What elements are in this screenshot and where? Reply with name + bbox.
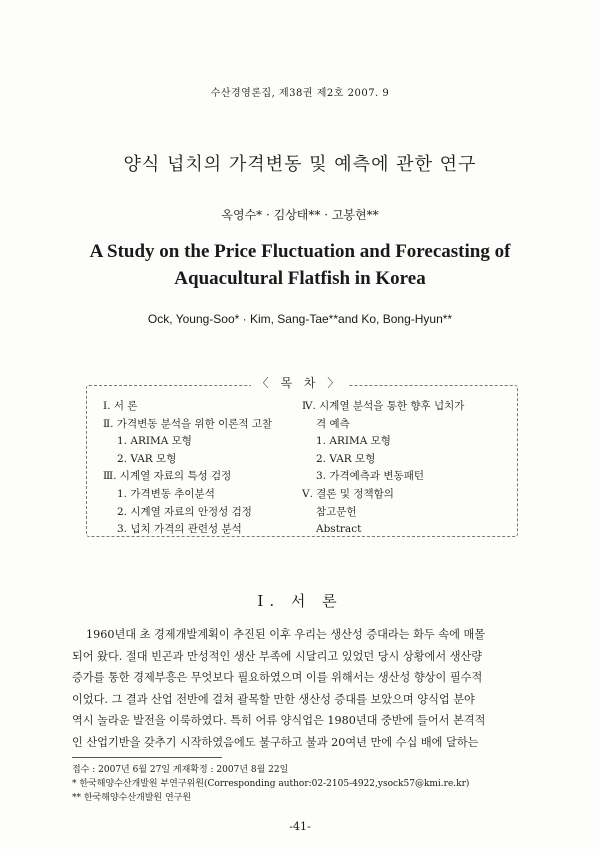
english-title <box>0 238 600 292</box>
toc-item: 격 예측 <box>316 417 350 430</box>
page-number: -41- <box>289 820 311 833</box>
toc-item: 3. 넙치 가격의 관련성 분석 <box>117 523 242 536</box>
toc-item: 3. 가격예측과 변동패턴 <box>316 470 424 483</box>
toc-item: Abstract <box>316 523 362 536</box>
toc-heading <box>0 374 600 391</box>
body-line: 증가를 통한 경제부흥은 무엇보다 필요하였으며 이를 위해서는 생산성 향상이 필수적 <box>72 671 483 685</box>
body-line: 이었다. 그 결과 산업 전반에 걸쳐 괄목할 만한 생산성 증대를 보았으며 양식업 분야 <box>72 692 475 706</box>
english-title-line1: A Study on the Price Fluctuation and Forecasting of <box>89 241 511 262</box>
footnote-divider <box>72 757 222 758</box>
toc-right-column <box>302 398 502 539</box>
toc-item: Ⅴ. 결론 및 정책함의 <box>302 487 394 500</box>
body-line: 인 산업기반을 갖추기 시작하였음에도 불구하고 불과 20여년 만에 수십 배에 달하는 <box>72 735 479 749</box>
toc-item: Ⅲ. 시계열 자료의 특성 검정 <box>103 470 232 483</box>
toc-item: 2. VAR 모형 <box>117 452 177 465</box>
footnote-author1: * 한국해양수산개발원 부연구위원(Corresponding author:02-2105-4922,ysock57@kmi.re.kr) <box>72 779 470 789</box>
toc-heading-text: 〈 목 차 〉 <box>251 376 350 390</box>
toc-item: Ⅱ. 가격변동 분석을 위한 이론적 고찰 <box>103 417 273 430</box>
footnotes <box>72 763 532 805</box>
toc-left-column <box>103 398 303 539</box>
section-heading: Ⅰ. 서 론 <box>257 592 343 610</box>
body-line: 1960년대 초 경제개발계획이 추진된 이후 우리는 생산성 증대라는 화두 속에 매몰 <box>86 628 486 641</box>
korean-authors: 옥영수* · 김상태** · 고봉현** <box>221 208 379 222</box>
english-title-line2: Aquacultural Flatfish in Korea <box>174 268 426 289</box>
toc-item: 1. ARIMA 모형 <box>117 435 192 448</box>
toc-item: 1. ARIMA 모형 <box>316 435 391 448</box>
toc-item: 참고문헌 <box>316 505 357 518</box>
toc-item: Ⅰ. 서 론 <box>103 400 138 412</box>
toc-item: 2. 시계열 자료의 안정성 검정 <box>117 505 252 518</box>
body-line: 역시 놀라운 발전을 이룩하였다. 특히 어류 양식업은 1980년대 중반에 들어서 본격적 <box>72 714 486 728</box>
toc-item: 1. 가격변동 추이분석 <box>117 487 215 500</box>
body-paragraph <box>72 624 532 754</box>
toc-item: Ⅳ. 시계열 분석을 통한 향후 넙치가 <box>302 400 465 412</box>
footnote-author2: ** 한국해양수산개발원 연구원 <box>72 793 192 803</box>
journal-header: 수산경영론집, 제38권 제2호 2007. 9 <box>210 88 390 99</box>
footnote-received: 접수 : 2007년 6월 27일 게재확정 : 2007년 8월 22일 <box>72 765 289 775</box>
korean-title: 양식 넙치의 가격변동 및 예측에 관한 연구 <box>123 154 477 175</box>
body-line: 되어 왔다. 절대 빈곤과 만성적인 생산 부족에 시달리고 있었던 당시 상황에서 생산량 <box>72 649 483 663</box>
toc-item: 2. VAR 모형 <box>316 452 376 465</box>
english-authors: Ock, Young-Soo* · Kim, Sang-Tae**and Ko, Bong-Hyun** <box>147 312 453 326</box>
